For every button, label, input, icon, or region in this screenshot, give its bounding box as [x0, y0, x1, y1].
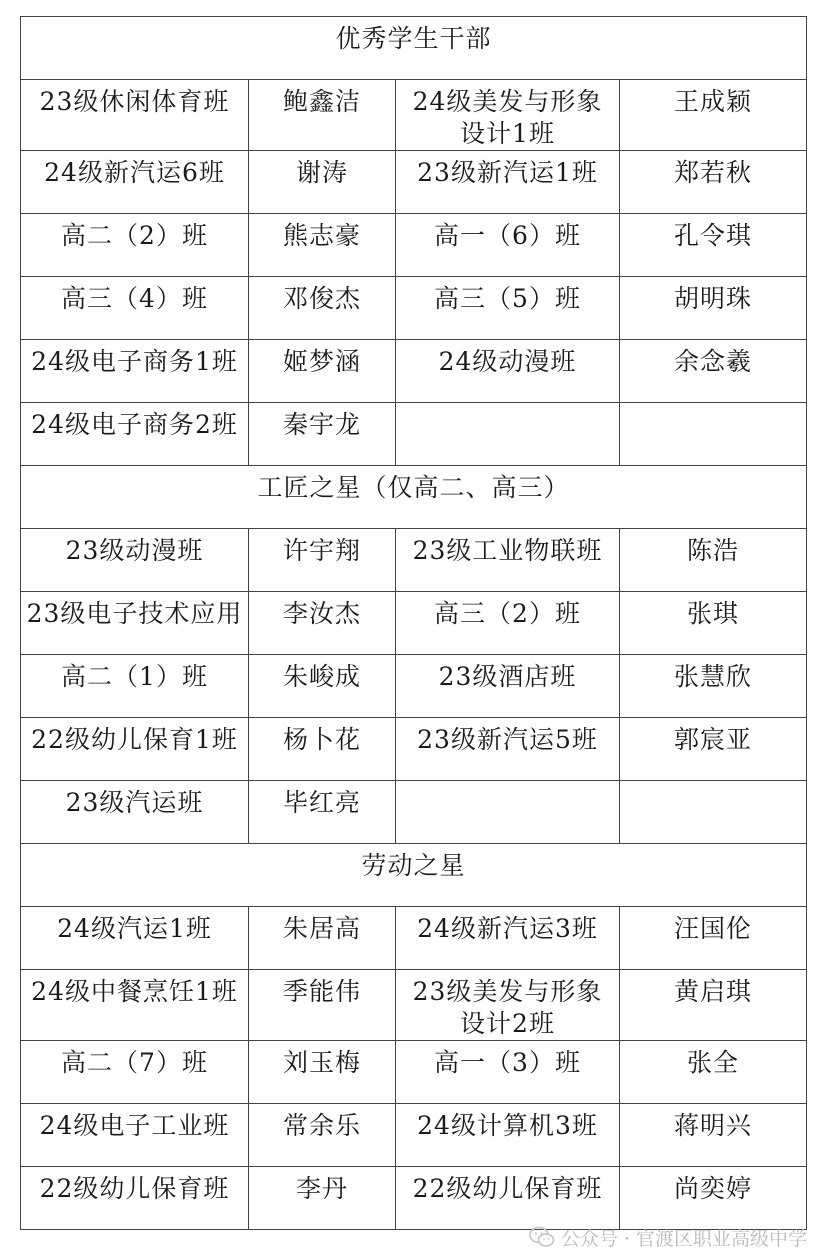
table-body: [21, 17, 807, 1230]
table-row: [21, 529, 807, 592]
student-name-cell: 胡明珠: [620, 277, 807, 340]
student-name-cell: 许宇翔: [249, 529, 396, 592]
class-name-cell: 24级中餐烹饪1班: [21, 970, 249, 1041]
table-row: [21, 907, 807, 970]
wechat-icon: [529, 1226, 555, 1248]
student-name-cell: 朱居高: [249, 907, 396, 970]
student-name-cell: [620, 781, 807, 844]
table-row: [21, 655, 807, 718]
class-name-cell: 24级电子商务2班: [21, 403, 249, 466]
class-name-cell: 24级电子工业班: [21, 1104, 249, 1167]
student-name-cell: 熊志豪: [249, 214, 396, 277]
class-name-cell: 高三（4）班: [21, 277, 249, 340]
table-row: [21, 277, 807, 340]
class-name-cell: 22级幼儿保育班: [21, 1167, 249, 1230]
class-name-cell: 高二（7）班: [21, 1041, 249, 1104]
student-name-cell: 刘玉梅: [249, 1041, 396, 1104]
student-name-cell: 王成颖: [620, 80, 807, 151]
table-row: [21, 403, 807, 466]
table-row: [21, 1167, 807, 1230]
class-name-cell: 23级工业物联班: [396, 529, 620, 592]
section-header-row: [21, 466, 807, 529]
student-name-cell: 常余乐: [249, 1104, 396, 1167]
table-row: [21, 340, 807, 403]
table-row: [21, 214, 807, 277]
student-name-cell: 杨卜花: [249, 718, 396, 781]
table-row: [21, 718, 807, 781]
student-name-cell: 朱峻成: [249, 655, 396, 718]
student-name-cell: 黄启琪: [620, 970, 807, 1041]
table-row: [21, 80, 807, 151]
class-name-cell: 23级新汽运1班: [396, 151, 620, 214]
table-row: [21, 970, 807, 1041]
table-row: [21, 1041, 807, 1104]
student-name-cell: 孔令琪: [620, 214, 807, 277]
table-row: [21, 592, 807, 655]
class-name-cell: 高一（3）班: [396, 1041, 620, 1104]
class-name-cell: 高一（6）班: [396, 214, 620, 277]
table-row: [21, 1104, 807, 1167]
watermark: [529, 1223, 807, 1251]
student-name-cell: 陈浩: [620, 529, 807, 592]
student-name-cell: 李汝杰: [249, 592, 396, 655]
class-name-cell: 24级动漫班: [396, 340, 620, 403]
student-name-cell: 张琪: [620, 592, 807, 655]
class-name-cell: 高二（2）班: [21, 214, 249, 277]
class-name-cell: 高三（5）班: [396, 277, 620, 340]
class-name-cell: 23级汽运班: [21, 781, 249, 844]
section-title: 工匠之星（仅高二、高三）: [21, 466, 807, 529]
student-name-cell: 毕红亮: [249, 781, 396, 844]
class-name-cell: 22级幼儿保育班: [396, 1167, 620, 1230]
student-name-cell: 秦宇龙: [249, 403, 396, 466]
student-name-cell: 尚奕婷: [620, 1167, 807, 1230]
student-name-cell: 张全: [620, 1041, 807, 1104]
class-name-cell: 24级计算机3班: [396, 1104, 620, 1167]
student-name-cell: 季能伟: [249, 970, 396, 1041]
class-name-cell: 23级酒店班: [396, 655, 620, 718]
student-name-cell: 鲍鑫洁: [249, 80, 396, 151]
class-name-cell: 24级新汽运3班: [396, 907, 620, 970]
honor-roll-table: [20, 16, 807, 1230]
section-title: 劳动之星: [21, 844, 807, 907]
student-name-cell: 蒋明兴: [620, 1104, 807, 1167]
class-name-cell: 23级电子技术应用: [21, 592, 249, 655]
class-name-cell: 24级美发与形象设计1班: [396, 80, 620, 151]
class-name-cell: 23级美发与形象设计2班: [396, 970, 620, 1041]
student-name-cell: 余念羲: [620, 340, 807, 403]
student-name-cell: 邓俊杰: [249, 277, 396, 340]
student-name-cell: 姬梦涵: [249, 340, 396, 403]
class-name-cell: 24级新汽运6班: [21, 151, 249, 214]
class-name-cell: 高二（1）班: [21, 655, 249, 718]
class-name-cell: [396, 781, 620, 844]
student-name-cell: 郑若秋: [620, 151, 807, 214]
class-name-cell: 24级汽运1班: [21, 907, 249, 970]
watermark-text: 公众号 · 官渡区职业高级中学: [560, 1227, 807, 1250]
class-name-cell: 23级动漫班: [21, 529, 249, 592]
class-name-cell: 22级幼儿保育1班: [21, 718, 249, 781]
section-header-row: [21, 17, 807, 80]
class-name-cell: 高三（2）班: [396, 592, 620, 655]
student-name-cell: 谢涛: [249, 151, 396, 214]
student-name-cell: 郭宸亚: [620, 718, 807, 781]
class-name-cell: [396, 403, 620, 466]
student-name-cell: 汪国伦: [620, 907, 807, 970]
section-header-row: [21, 844, 807, 907]
table-row: [21, 781, 807, 844]
student-name-cell: 张慧欣: [620, 655, 807, 718]
student-name-cell: [620, 403, 807, 466]
student-name-cell: 李丹: [249, 1167, 396, 1230]
section-title: 优秀学生干部: [21, 17, 807, 80]
class-name-cell: 24级电子商务1班: [21, 340, 249, 403]
class-name-cell: 23级新汽运5班: [396, 718, 620, 781]
table-row: [21, 151, 807, 214]
class-name-cell: 23级休闲体育班: [21, 80, 249, 151]
